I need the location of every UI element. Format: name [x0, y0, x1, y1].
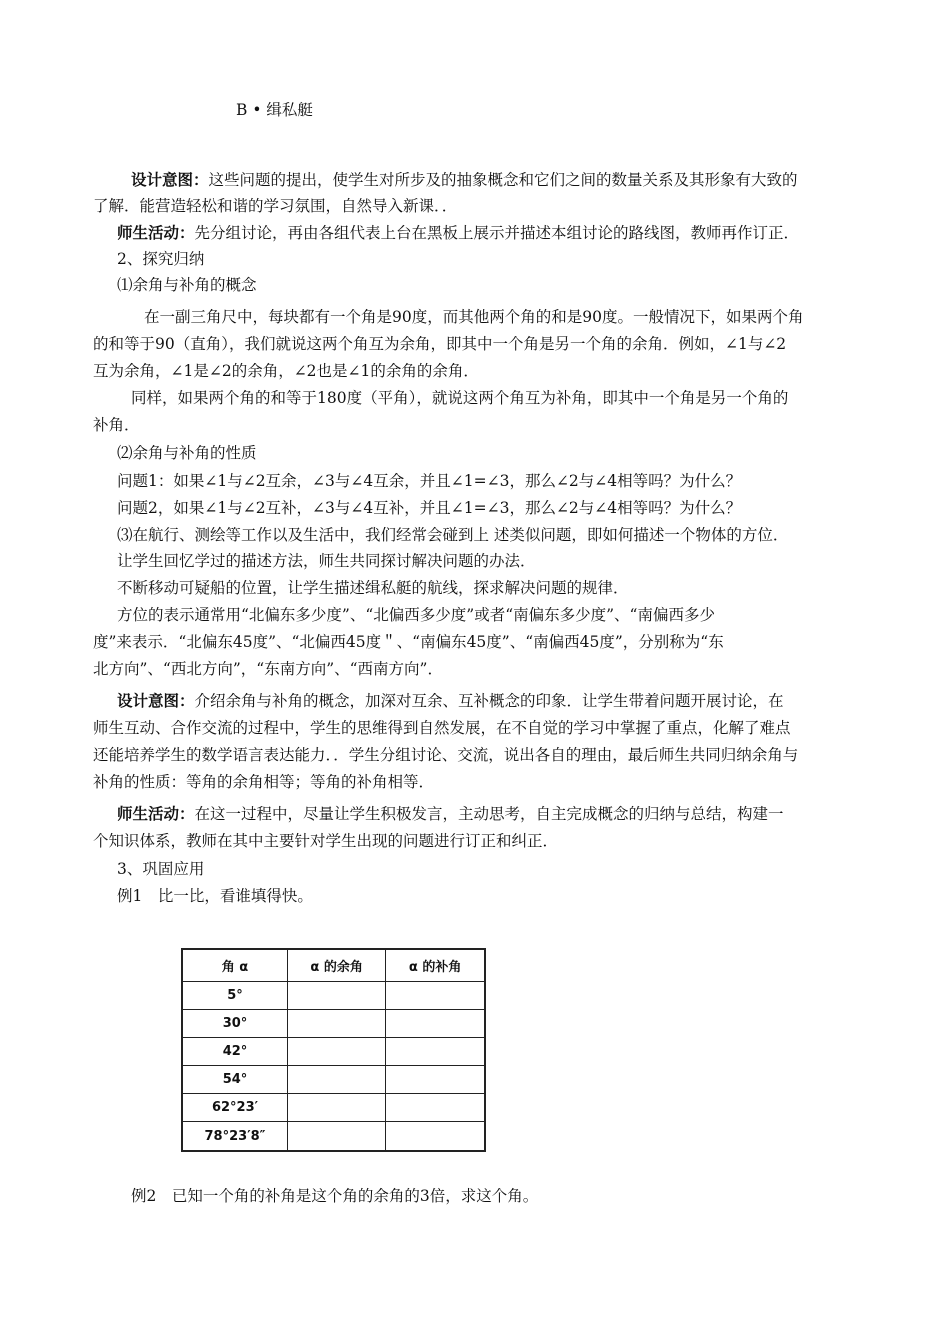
angle-cell: 62°23′ [182, 1094, 288, 1122]
supplement-cell[interactable] [386, 1038, 485, 1066]
option-b: B • 缉私艇 [236, 101, 313, 119]
angle-cell: 42° [182, 1038, 288, 1066]
complement-cell[interactable] [288, 1122, 386, 1151]
complement-cell[interactable] [288, 1066, 386, 1094]
text-move-ship: 不断移动可疑船的位置，让学生描述缉私艇的航线，探求解决问题的规律． [117, 579, 629, 597]
supplement-cell[interactable] [386, 1010, 485, 1038]
subsection-1: ⑴余角与补角的概念 [117, 276, 257, 294]
header-angle: 角 α [182, 949, 288, 982]
activity-2-label: 师生活动： [117, 804, 195, 823]
complement-cell[interactable] [288, 982, 386, 1010]
table-row [182, 1038, 485, 1066]
table-row [182, 1066, 485, 1094]
subsection-2: ⑵余角与补角的性质 [117, 444, 257, 462]
activity-label: 师生活动： [117, 223, 195, 242]
complement-cell[interactable] [288, 1010, 386, 1038]
design-intent-2-line3: 还能培养学生的数学语言表达能力．．学生分组讨论、交流，说出各自的理由，最后师生共同归纳余角与 [93, 746, 799, 764]
activity-2-text: 在这一过程中，尽量让学生积极发言，主动思考，自主完成概念的归纳与总结，构建一 [194, 805, 784, 823]
example-2: 例2 已知一个角的补角是这个角的余角的3倍，求这个角。 [131, 1187, 539, 1205]
section-heading-3: 3、巩固应用 [117, 860, 205, 878]
para-concept-line1: 在一副三角尺中，每块都有一个角是90度，而其他两个角的和是90度。一般情况下，如果两个角 [144, 308, 804, 326]
supplement-cell[interactable] [386, 1066, 485, 1094]
design-intent-label: 设计意图： [131, 170, 209, 189]
activity-text: 先分组讨论，再由各组代表上台在黑板上展示并描述本组讨论的路线图，教师再作订正． [194, 224, 800, 242]
para-bearing-line2: 度”来表示．“北偏东45度”、“北偏西45度＂、“南偏东45度”、“南偏西45度”，分别称为“东 [93, 633, 724, 651]
table-row [182, 1094, 485, 1122]
design-intent-2 [117, 691, 784, 711]
activity-2-line2: 个知识体系，教师在其中主要针对学生出现的问题进行订正和纠正． [93, 832, 559, 850]
para-bearing-line1: 方位的表示通常用“北偏东多少度”、“北偏西多少度”或者“南偏东多少度”、“南偏西多少 [117, 606, 715, 624]
design-intent-2-line4: 补角的性质：等角的余角相等；等角的补角相等． [93, 773, 435, 791]
supplement-cell[interactable] [386, 1122, 485, 1151]
table-row [182, 982, 485, 1010]
complement-cell[interactable] [288, 1038, 386, 1066]
supplement-cell[interactable] [386, 982, 485, 1010]
angle-cell: 5° [182, 982, 288, 1010]
text-recall: 让学生回忆学过的描述方法，师生共同探讨解决问题的办法． [117, 552, 536, 570]
design-intent-1-line2: 了解．能营造轻松和谐的学习氛围，自然导入新课．． [93, 197, 458, 215]
angle-cell: 54° [182, 1066, 288, 1094]
design-intent-1 [131, 170, 798, 190]
question-2: 问题2，如果∠1与∠2互补，∠3与∠4互补，并且∠1=∠3，那么∠2与∠4相等吗？为什么？ [117, 499, 742, 517]
supplement-cell[interactable] [386, 1094, 485, 1122]
header-complement: α 的余角 [288, 949, 386, 982]
design-intent-2-text: 介绍余角与补角的概念，加深对互余、互补概念的印象．让学生带着问题开展讨论，在 [194, 692, 784, 710]
design-intent-text: 这些问题的提出，使学生对所步及的抽象概念和它们之间的数量关系及其形象有大致的 [208, 171, 798, 189]
para-supp-line2: 补角． [93, 416, 140, 434]
table-row [182, 1010, 485, 1038]
example-1: 例1 比一比，看谁填得快。 [117, 887, 313, 905]
activity-2 [117, 804, 784, 824]
header-supplement: α 的补角 [386, 949, 485, 982]
angle-cell: 78°23′8″ [182, 1122, 288, 1151]
design-intent-2-line2: 师生互动、合作交流的过程中，学生的思维得到自然发展，在不自觉的学习中掌握了重点，化解了难点 [93, 719, 791, 737]
section-heading-2: 2、探究归纳 [117, 250, 205, 268]
para-supp-line1: 同样，如果两个角的和等于180度（平角），就说这两个角互为补角，即其中一个角是另一个角的 [131, 389, 789, 407]
question-1: 问题1：如果∠1与∠2互余，∠3与∠4互余，并且∠1=∠3，那么∠2与∠4相等吗？为什么？ [117, 472, 742, 490]
subsection-3: ⑶在航行、测绘等工作以及生活中，我们经常会碰到上 述类似问题，即如何描述一个物体的方位． [117, 526, 789, 544]
activity-1 [117, 223, 799, 243]
table-row [182, 1122, 485, 1151]
angle-table [181, 948, 486, 1152]
design-intent-2-label: 设计意图： [117, 691, 195, 710]
table-header-row [182, 949, 485, 982]
complement-cell[interactable] [288, 1094, 386, 1122]
angle-cell: 30° [182, 1010, 288, 1038]
para-concept-line3: 互为余角，∠1是∠2的余角，∠2也是∠1的余角的余角． [93, 362, 479, 380]
para-bearing-line3: 北方向”、“西北方向”，“东南方向”、“西南方向”． [93, 660, 443, 678]
para-concept-line2: 的和等于90（直角），我们就说这两个角互为余角，即其中一个角是另一个角的余角．例如，∠1与∠2 [93, 335, 787, 353]
